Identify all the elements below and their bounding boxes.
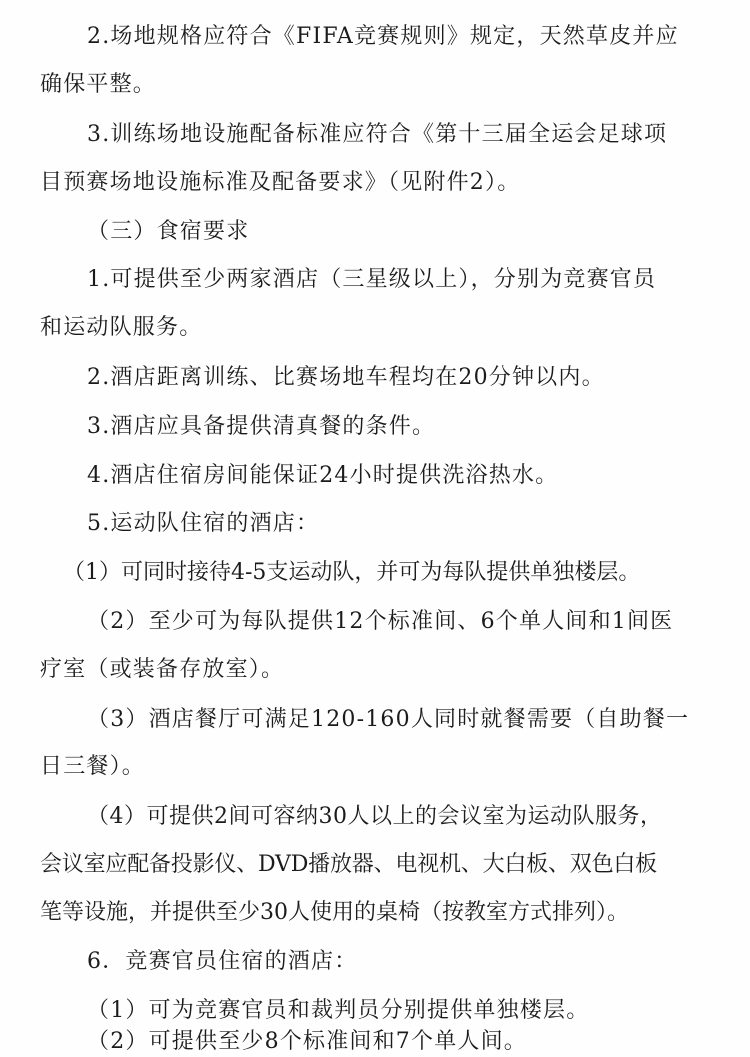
text-line: 3.训练场地设施配备标准应符合《第十三届全运会足球项: [87, 122, 668, 147]
text-line: 6．竞赛官员住宿的酒店：: [87, 949, 358, 974]
text-line: 会议室应配备投影仪、DVD播放器、电视机、大白板、双色白板: [40, 852, 657, 877]
text-line: 疗室（或装备存放室）。: [40, 657, 285, 682]
text-line: 1.可提供至少两家酒店（三星级以上），分别为竞赛官员: [87, 267, 657, 292]
text-line: 3.酒店应具备提供清真餐的条件。: [87, 414, 436, 439]
text-line: 笔等设施，并提供至少30人使用的桌椅（按教室方式排列）。: [40, 900, 629, 925]
text-line: （2）至少可为每队提供12个标准间、6个单人间和1间医: [87, 609, 674, 634]
text-line: （3）酒店餐厅可满足120-160人同时就餐需要（自助餐一: [87, 707, 690, 732]
text-line: （4）可提供2间可容纳30人以上的会议室为运动队服务，: [87, 804, 663, 829]
text-line: 确保平整。: [40, 72, 157, 97]
text-line: （2）可提供至少8个标准间和7个单人间。: [87, 1029, 527, 1054]
text-line: 4.酒店住宿房间能保证24小时提供洗浴热水。: [87, 463, 559, 488]
text-line: 和运动队服务。: [40, 315, 203, 340]
text-line: （1）可为竞赛官员和裁判员分别提供单独楼层。: [87, 998, 590, 1023]
text-line: 目预赛场地设施标准及配备要求》（见附件2）。: [40, 170, 521, 195]
text-line: 日三餐）。: [40, 754, 146, 779]
section-heading: （三）食宿要求: [87, 219, 250, 244]
text-line: 5.运动队住宿的酒店：: [87, 511, 320, 536]
text-line: （1）可同时接待4-5支运动队，并可为每队提供单独楼层。: [63, 560, 641, 585]
text-line: 2.场地规格应符合《FIFA竞赛规则》规定，天然草皮并应: [87, 24, 679, 49]
text-line: 2.酒店距离训练、比赛场地车程均在20分钟以内。: [87, 365, 605, 390]
